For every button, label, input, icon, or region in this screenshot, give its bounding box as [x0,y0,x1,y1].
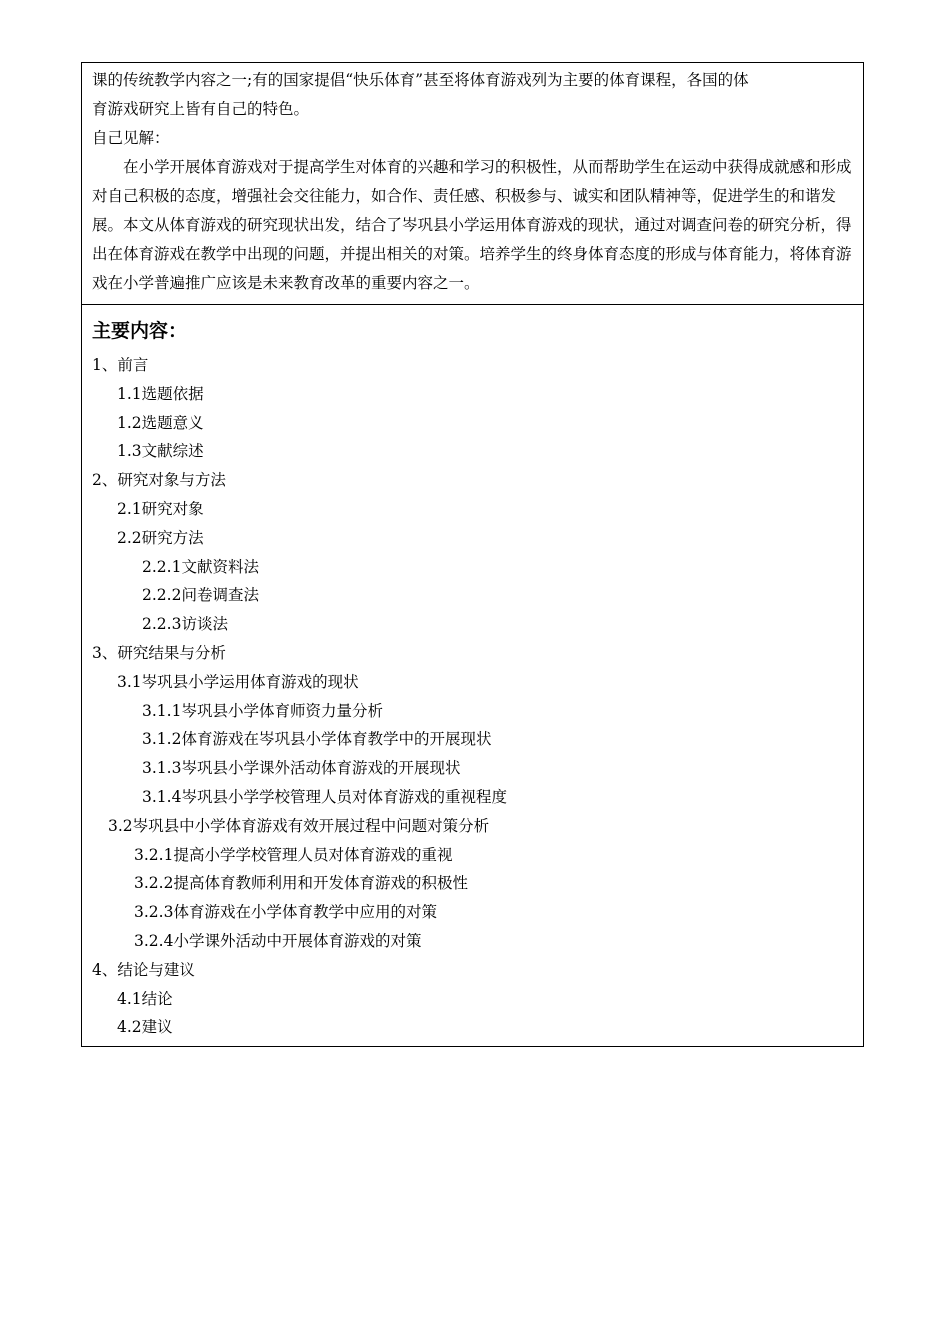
toc-subsection: 3.1.4岑巩县小学学校管理人员对体育游戏的重视程度 [142,787,507,806]
toc-section: 2.1研究对象 [117,499,204,518]
toc-subsection: 3.2.3体育游戏在小学体育教学中应用的对策 [134,903,437,922]
toc-chapter: 4、结论与建议 [92,960,195,979]
main-content-heading: 主要内容： [92,320,188,342]
opinion-label: 自己见解： [92,129,170,147]
main-content-cell [82,305,863,1046]
toc-subsection: 2.2.1文献资料法 [142,557,259,576]
review-text-line: 课的传统教学内容之一;有的国家提倡“快乐体育”甚至将体育游戏列为主要的体育课程，各国的体 [92,71,749,89]
document-table [81,62,864,1047]
toc-subsection: 3.2.2提高体育教师利用和开发体育游戏的积极性 [134,874,468,893]
toc-subsection: 3.1.1岑巩县小学体育师资力量分析 [142,701,383,720]
toc-section: 4.1结论 [117,989,173,1008]
toc-subsection: 2.2.2问卷调查法 [142,586,259,605]
literature-review-cell [82,63,863,305]
toc-section: 4.2建议 [117,1018,173,1037]
toc-chapter: 2、研究对象与方法 [92,471,226,490]
toc-subsection: 2.2.3访谈法 [142,615,228,634]
toc-section: 3.1岑巩县小学运用体育游戏的现状 [117,672,359,691]
toc-section: 3.2岑巩县中小学体育游戏有效开展过程中问题对策分析 [108,816,490,835]
opinion-paragraph: 在小学开展体育游戏对于提高学生对体育的兴趣和学习的积极性，从而帮助学生在运动中获得成就感和形成对自己积极的态度，增强社会交往能力，如合作、责任感、积极参与、诚实和团队精神等，促进学生的和谐发展。本文从体育游戏的研究现状出发，结合了岑巩县小学运用体育游戏的现状，通过对调查问卷的研究分析，得出在体育游戏在教学中出现的问题，并提出相关的对策。培养学生的终身体育态度的形成与体育能力，将体育游戏在小学普遍推广应该是未来教育改革的重要内容之一。 [92,158,852,292]
toc-section: 1.1选题依据 [117,384,204,403]
toc-subsection: 3.2.4小学课外活动中开展体育游戏的对策 [134,931,422,950]
toc-section: 1.2选题意义 [117,413,204,432]
toc-chapter: 1、前言 [92,356,149,374]
toc-section: 2.2研究方法 [117,528,204,547]
toc-subsection: 3.1.2体育游戏在岑巩县小学体育教学中的开展现状 [142,730,492,749]
toc-subsection: 3.1.3岑巩县小学课外活动体育游戏的开展现状 [142,759,461,778]
review-text-line: 育游戏研究上皆有自己的特色。 [92,100,310,118]
toc-chapter: 3、研究结果与分析 [92,643,226,662]
toc-section: 1.3文献综述 [117,442,204,461]
toc-subsection: 3.2.1提高小学学校管理人员对体育游戏的重视 [134,845,453,864]
